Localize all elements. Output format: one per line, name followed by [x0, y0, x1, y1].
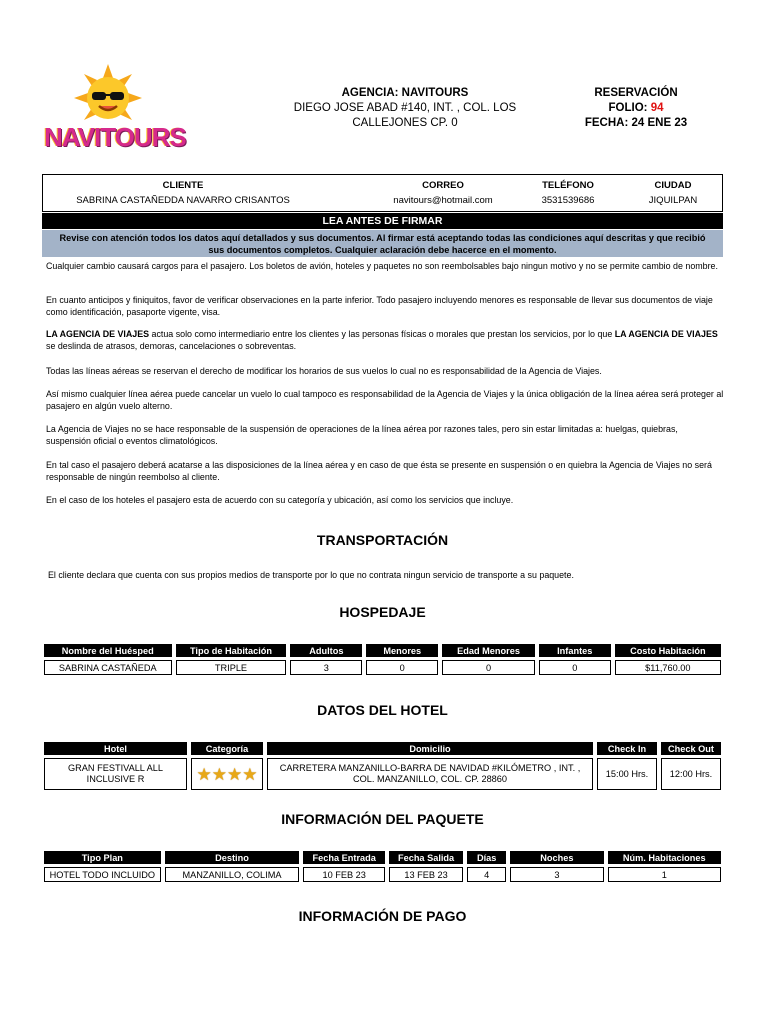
- agency-title: AGENCIA: NAVITOURS: [341, 87, 469, 99]
- column-header: Hotel: [44, 742, 187, 755]
- terms-paragraph: Cualquier cambio causará cargos para el pasajero. Los boletos de avión, hoteles y paquetes no son reembolsables bajo ningun motivo y no se permite cambio de nombre.: [46, 261, 718, 271]
- hotel-address-line2: COL. MANZANILLO, COL. CP. 28860: [352, 774, 508, 784]
- client-email: navitours@hotmail.com: [393, 195, 493, 206]
- star-icon: ★: [211, 764, 227, 784]
- star-icon: ★: [227, 764, 243, 784]
- table-header-row: [44, 742, 721, 755]
- terms-text: se deslinda de atrasos, demoras, cancelaciones o sobreventas.: [46, 340, 297, 351]
- table-cell: 13 FEB 23: [389, 867, 463, 882]
- table-header-row: [44, 644, 721, 657]
- star-icon: ★: [196, 764, 212, 784]
- column-header: Nombre del Huésped: [44, 644, 172, 657]
- notice-line2: sus documentos completos. Cualquier aclaración debe hacerce en el momento.: [208, 245, 557, 255]
- client-phone: 3531539686: [541, 195, 595, 206]
- column-header: Fecha Salida: [389, 851, 463, 864]
- hotel-address-line1: CARRETERA MANZANILLO-BARRA DE NAVIDAD #KILÓMETRO , INT. ,: [279, 763, 581, 773]
- folio-value: 94: [650, 102, 664, 114]
- column-header: Menores: [366, 644, 438, 657]
- hotel-name-line2: INCLUSIVE R: [86, 774, 145, 784]
- city-header: CIUDAD: [654, 180, 692, 191]
- terms-paragraph: En el caso de los hoteles el pasajero esta de acuerdo con su categoría y ubicación, así como los servicios que incluye.: [46, 495, 514, 505]
- package-title: INFORMACIÓN DEL PAQUETE: [281, 811, 484, 827]
- column-header: Infantes: [539, 644, 611, 657]
- client-header: CLIENTE: [162, 180, 204, 191]
- agency-bold: LA AGENCIA DE VIAJES: [46, 329, 150, 339]
- star-icon: ★: [242, 764, 258, 784]
- table-cell: 3: [290, 660, 362, 675]
- lodging-table: [40, 641, 725, 678]
- table-cell: 0: [366, 660, 438, 675]
- terms-paragraph: La Agencia de Viajes no se hace responsable de la suspensión de operaciones de la línea aérea por razones tales, pero sin estar limitadas a: huelgas, quiebras, suspensión oficial o eventos climatológicos.: [46, 424, 678, 446]
- terms-paragraph: Todas las líneas aéreas se reservan el derecho de modificar los horarios de sus vuelos lo cual no es responsabilidad de la Agencia de Viajes.: [46, 366, 602, 376]
- table-cell: MANZANILLO, COLIMA: [165, 867, 300, 882]
- table-cell: TRIPLE: [176, 660, 287, 675]
- phone-header: TELÉFONO: [542, 180, 594, 191]
- column-header: Tipo Plan: [44, 851, 161, 864]
- table-row: [44, 758, 721, 790]
- hotel-title: DATOS DEL HOTEL: [317, 702, 448, 718]
- folio: [566, 101, 706, 116]
- table-cell: 0: [442, 660, 535, 675]
- reservation-title: RESERVACIÓN: [594, 87, 678, 99]
- table-cell: 4: [467, 867, 506, 882]
- logo-wordmark: NAVITOURS: [44, 122, 186, 152]
- client-city: JIQUILPAN: [648, 195, 698, 206]
- check-out-cell: 12:00 Hrs.: [661, 758, 721, 790]
- notice-box: [42, 230, 723, 257]
- table-cell: HOTEL TODO INCLUIDO: [44, 867, 161, 882]
- table-cell: 10 FEB 23: [303, 867, 385, 882]
- transport-text: El cliente declara que cuenta con sus propios medios de transporte por lo que no contrata ningun servicio de transporte a su paquete.: [48, 570, 574, 580]
- package-table: [40, 848, 725, 885]
- navitours-logo: [42, 62, 186, 162]
- star-rating: [197, 766, 258, 783]
- check-in-cell: 15:00 Hrs.: [597, 758, 657, 790]
- hotel-address-cell: [267, 758, 593, 790]
- column-header: Días: [467, 851, 506, 864]
- table-cell: 0: [539, 660, 611, 675]
- column-header: Noches: [510, 851, 603, 864]
- column-header: Check In: [597, 742, 657, 755]
- lodging-title: HOSPEDAJE: [339, 604, 426, 620]
- terms-paragraph: [46, 329, 724, 352]
- agency-info: [270, 86, 540, 131]
- transport-title: TRANSPORTACIÓN: [316, 532, 449, 548]
- table-cell: $11,760.00: [615, 660, 721, 675]
- agency-address-line2: CALLEJONES CP. 0: [352, 117, 458, 129]
- column-header: Destino: [165, 851, 300, 864]
- agency-bold: LA AGENCIA DE VIAJES: [614, 329, 718, 339]
- table-cell: 3: [510, 867, 603, 882]
- terms-paragraph: En cuanto anticipos y finiquitos, favor de verificar observaciones en la parte inferior. Todo pasajero incluyendo menores es responsable de llevar sus documentos de viaje como identificación, pasaporte vigente, visa.: [46, 295, 713, 317]
- table-cell: SABRINA CASTAÑEDA: [44, 660, 172, 675]
- terms-paragraph: Así mismo cualquier línea aérea puede cancelar un vuelo lo cual tampoco es responsabilidad de la Agencia de Viajes y la única obligación de la línea aérea será proteger al pasajero en algún vuelo alterno.: [46, 389, 724, 411]
- column-header: Check Out: [661, 742, 721, 755]
- folio-label: FOLIO:: [608, 102, 648, 114]
- table-header-row: [44, 851, 721, 864]
- notice-line1: Revise con atención todos los datos aquí detallados y sus documentos. Al firmar está aceptando todas las condiciones aquí descritas y que recibió: [59, 233, 706, 243]
- hotel-name-cell: [44, 758, 187, 790]
- client-box: [42, 174, 723, 212]
- column-header: Edad Menores: [442, 644, 535, 657]
- terms-text: actua solo como intermediario entre los clientes y las personas físicas o morales que prestan los servicios, por lo que: [149, 329, 615, 339]
- column-header: Costo Habitación: [615, 644, 721, 657]
- column-header: Tipo de Habitación: [176, 644, 287, 657]
- column-header: Domicilio: [267, 742, 593, 755]
- hotel-table: [40, 739, 725, 793]
- client-name: SABRINA CASTAÑEDDA NAVARRO CRISANTOS: [76, 195, 290, 206]
- column-header: Fecha Entrada: [303, 851, 385, 864]
- column-header: Adultos: [290, 644, 362, 657]
- column-header: Núm. Habitaciones: [608, 851, 721, 864]
- column-header: Categoría: [191, 742, 263, 755]
- payment-title: INFORMACIÓN DE PAGO: [298, 908, 467, 924]
- table-row: [44, 867, 721, 882]
- table-row: [44, 660, 721, 675]
- hotel-name-line1: GRAN FESTIVALL ALL: [68, 763, 163, 773]
- agency-address-line1: DIEGO JOSE ABAD #140, INT. , COL. LOS: [293, 102, 517, 114]
- email-header: CORREO: [422, 180, 464, 191]
- reservation-info: [566, 86, 706, 131]
- terms-paragraph: En tal caso el pasajero deberá acatarse a las disposiciones de la línea aérea y en caso de que ésta se presente en suspensión o en quiebra la Agencia de Viajes no será responsable de ningún reembolso al cliente.: [46, 460, 712, 482]
- table-cell: 1: [608, 867, 721, 882]
- reservation-date: FECHA: 24 ENE 23: [584, 117, 688, 129]
- notice-bar: LEA ANTES DE FIRMAR: [42, 213, 723, 229]
- category-cell: [191, 758, 263, 790]
